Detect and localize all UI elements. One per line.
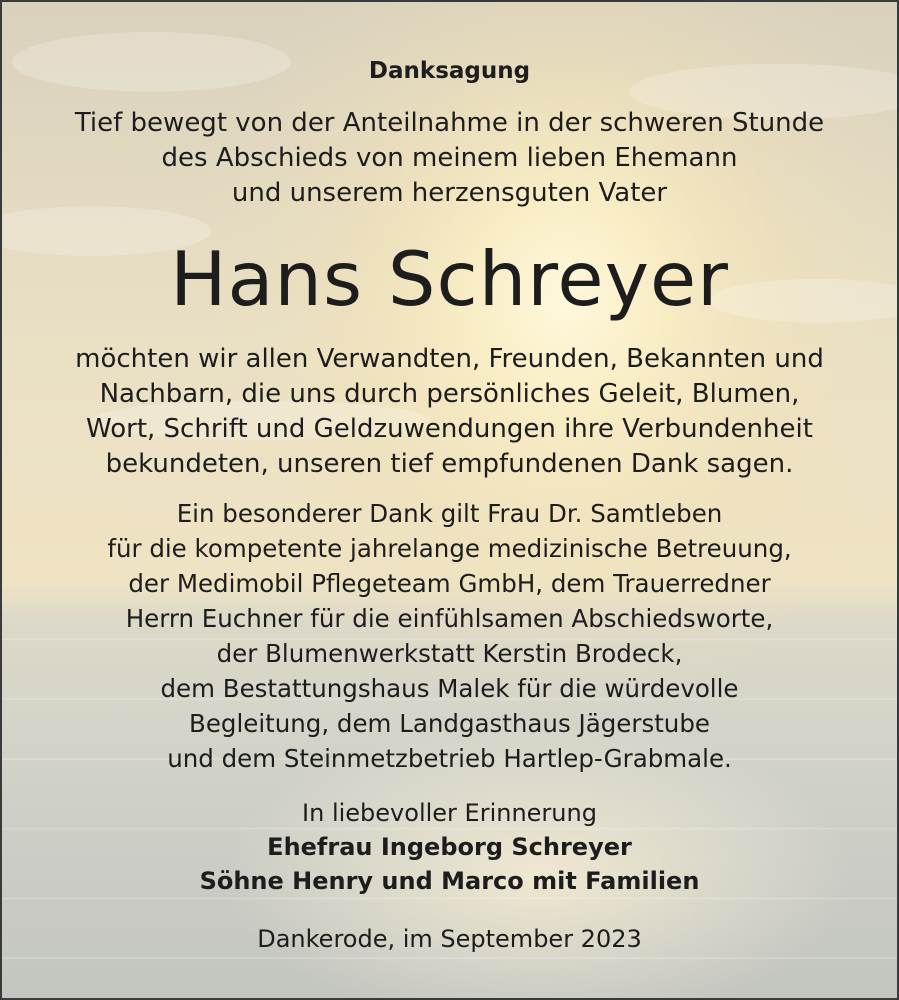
intro-line: und unserem herzensguten Vater: [231, 178, 668, 208]
closing-line: In liebevoller Erinnerung: [302, 799, 597, 827]
thanks-line: möchten wir allen Verwandten, Freunden, Bekannten und: [75, 344, 824, 374]
special-thanks-line: Ein besonderer Dank gilt Frau Dr. Samtleben: [176, 499, 723, 528]
signer-spouse: Ehefrau Ingeborg Schreyer: [267, 833, 632, 861]
thanks-line: Nachbarn, die uns durch persönliches Geleit, Blumen,: [99, 379, 800, 409]
heading: Danksagung: [368, 58, 531, 84]
special-thanks-paragraph: [2, 496, 897, 776]
thanks-paragraph: [2, 342, 897, 482]
intro-line: des Abschieds von meinem lieben Ehemann: [161, 143, 738, 173]
intro-line: Tief bewegt von der Anteilnahme in der schweren Stunde: [74, 108, 825, 138]
special-thanks-line: und dem Steinmetzbetrieb Hartlep-Grabmale.: [167, 744, 732, 773]
special-thanks-line: der Medimobil Pflegeteam GmbH, dem Trauerredner: [128, 569, 771, 598]
thanks-line: bekundeten, unseren tief empfundenen Dank sagen.: [105, 449, 794, 479]
special-thanks-line: für die kompetente jahrelange medizinische Betreuung,: [107, 534, 792, 563]
deceased-name: Hans Schreyer: [170, 235, 729, 323]
intro-text: [2, 106, 897, 211]
obituary-text: [2, 2, 897, 998]
special-thanks-line: der Blumenwerkstatt Kerstin Brodeck,: [216, 639, 683, 668]
special-thanks-line: dem Bestattungshaus Malek für die würdevolle: [160, 674, 739, 703]
special-thanks-line: Herrn Euchner für die einfühlsamen Abschiedsworte,: [125, 604, 774, 633]
signer-family: Söhne Henry und Marco mit Familien: [199, 867, 700, 895]
special-thanks-line: Begleitung, dem Landgasthaus Jägerstube: [189, 709, 710, 738]
place-and-date: Dankerode, im September 2023: [257, 925, 642, 953]
thanks-line: Wort, Schrift und Geldzuwendungen ihre Verbundenheit: [86, 414, 813, 444]
closing-block: [2, 796, 897, 898]
